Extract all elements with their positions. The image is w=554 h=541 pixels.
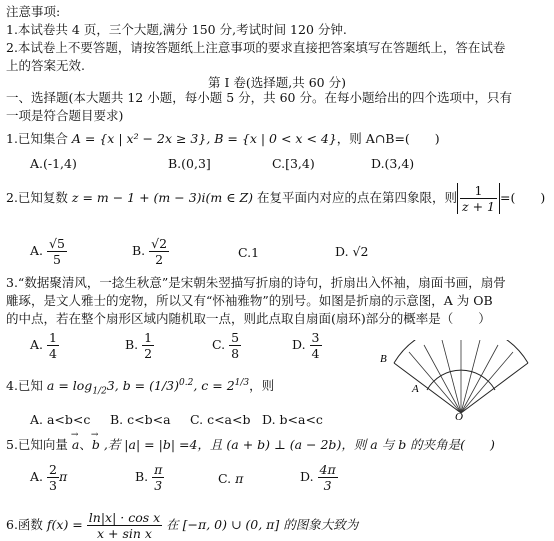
- q2-option-b-label: B.: [132, 243, 146, 258]
- q5-vec-a: → a: [72, 437, 79, 452]
- q2-prefix: 2.已知复数: [6, 190, 72, 205]
- q4-b-expr: , b = (1/3): [114, 378, 179, 394]
- q3-option-a-label: A.: [30, 337, 44, 352]
- q4-option-d: D. b<a<c: [262, 412, 323, 427]
- q4-c-exp: 1/3: [234, 378, 250, 388]
- q5-condition: ,若 |a| = |b| =4，且 (a + b) ⊥ (a − 2b)，则 a 与 b 的夹角是( ): [99, 437, 495, 452]
- q3-option-c: [212, 330, 241, 361]
- q5-option-a-suffix: π: [58, 469, 68, 484]
- q5-sep: 、: [79, 437, 92, 452]
- q5-option-c: [218, 471, 243, 486]
- q2-option-b-den: 2: [155, 252, 164, 267]
- q3-option-c-num: 5: [231, 330, 240, 345]
- q5-option-d-frac: [318, 462, 338, 493]
- notice-item-1: 1.本试卷共 4 页，三个大题,满分 150 分,考试时间 120 分钟.: [6, 22, 347, 37]
- q2-option-a: [30, 236, 67, 267]
- q4-a-expr: a = log: [46, 378, 93, 394]
- q4-option-c: C. c<a<b: [190, 412, 251, 427]
- q3-option-d-label: D.: [292, 337, 306, 352]
- q6-frac-den: x + sin x: [97, 526, 152, 541]
- q5-option-d-den: 3: [323, 478, 332, 493]
- q5-stem: [6, 437, 495, 452]
- q3-option-b-frac: [142, 330, 154, 361]
- fan-edge-ob: [394, 363, 461, 413]
- q3-option-a-den: 4: [49, 346, 57, 361]
- q3-option-d-frac: [310, 330, 322, 361]
- q2-option-d-label: D.: [335, 244, 349, 259]
- q5-option-b-num: π: [154, 462, 163, 477]
- q5-prefix: 5.已知向量: [6, 437, 72, 452]
- q3-option-b-num: 1: [144, 330, 153, 345]
- q4-prefix: 4.已知: [6, 378, 47, 394]
- section-intro-line-2: 一项是符合题目要求): [6, 108, 124, 123]
- q2-option-a-num: √5: [49, 236, 65, 251]
- q2-suffix: =( ): [499, 190, 546, 205]
- fan-rib: [424, 345, 461, 413]
- q5-option-d-label: D.: [300, 469, 314, 484]
- q5-option-c-label: C.: [218, 471, 232, 486]
- q1-set-b: , B = {x | 0 < x < 4}: [206, 131, 337, 146]
- q3-option-d-num: 3: [311, 330, 320, 345]
- q3-option-d: [292, 330, 322, 361]
- notice-heading: 注意事项:: [6, 4, 61, 19]
- q3-line-2: 雕琢，是文人雅士的宠物，所以又有“怀袖雅物”的别号。如图是折扇的示意图，A 为 OB: [6, 293, 493, 308]
- q4-b-exp: 0.2: [179, 378, 194, 388]
- q5-option-a-den: 3: [49, 478, 57, 493]
- q5-option-a-num: 2: [49, 462, 57, 477]
- q2-option-a-den: 5: [52, 252, 61, 267]
- q6-frac: [87, 510, 162, 541]
- q4-c-expr: , c = 2: [193, 378, 235, 394]
- q5-option-d: [300, 462, 338, 493]
- q5-option-d-num: 4π: [319, 462, 336, 477]
- q1-stem: [6, 131, 440, 146]
- q3-line-3: 的中点，若在整个扇形区域内随机取一点，则此点取自扇面(扇环)部分的概率是（ ）: [6, 311, 491, 326]
- q5-option-b: [135, 462, 164, 493]
- q5-option-b-den: 3: [154, 478, 163, 493]
- q1-option-c: C.[3,4): [272, 156, 315, 171]
- q1-option-d: D.(3,4): [371, 156, 415, 171]
- q3-option-a-num: 1: [49, 330, 57, 345]
- fan-label-o: O: [455, 411, 463, 420]
- q3-option-c-label: C.: [212, 337, 226, 352]
- q2-frac: [460, 183, 497, 214]
- q3-option-a-frac: [47, 330, 59, 361]
- fan-label-a: A: [412, 383, 419, 395]
- q3-option-b: [125, 330, 154, 361]
- q5-vec-b: → b: [92, 437, 100, 452]
- q3-option-c-den: 8: [231, 346, 240, 361]
- q3-line-1: 3.“数据聚清风，一捻生秋意”是宋朝朱翌描写折扇的诗句，折扇出入怀袖，扇面书画，扇骨: [6, 275, 506, 290]
- fan-rib: [461, 345, 498, 413]
- q4-a-base: 1/2: [92, 386, 107, 397]
- q4-a-arg: 3: [106, 378, 115, 394]
- fan-ribs: [409, 340, 513, 413]
- q3-option-b-den: 2: [144, 346, 153, 361]
- q3-option-c-frac: [229, 330, 241, 361]
- q3-option-a: [30, 330, 59, 361]
- fan-figure: [376, 340, 546, 420]
- q1-option-b: B.(0,3]: [168, 156, 211, 171]
- q6-stem: [6, 510, 358, 541]
- q5-option-b-frac: [152, 462, 164, 493]
- q4-stem: [6, 376, 274, 400]
- q1-prefix: 1.已知集合: [6, 131, 72, 146]
- q4-suffix: ，则: [249, 378, 275, 394]
- q2-option-b: [132, 236, 169, 267]
- q5-option-a-frac: [47, 462, 59, 493]
- q1-suffix: ，则 A∩B=( ): [336, 131, 440, 146]
- q2-option-b-num: √2: [151, 236, 168, 251]
- q6-prefix: 6.函数: [6, 517, 47, 532]
- fan-label-b: B: [380, 353, 387, 365]
- q3-option-b-label: B.: [125, 337, 139, 352]
- q4-option-a: A. a<b<c: [30, 412, 91, 427]
- q2-option-a-label: A.: [30, 243, 44, 258]
- q5-option-c-value: π: [235, 471, 244, 486]
- fan-edge-right: [461, 363, 528, 413]
- q2-abs: [457, 183, 500, 214]
- q2-frac-num: 1: [460, 183, 497, 199]
- q6-suffix: 在 [−π, 0) ∪ (0, π] 的图象大致为: [162, 517, 359, 532]
- q2-frac-den: z + 1: [462, 199, 495, 214]
- q1-option-a: A.(-1,4): [30, 156, 77, 171]
- q5-option-b-label: B.: [135, 469, 149, 484]
- q6-frac-num: ln|x| · cos x: [88, 510, 161, 525]
- q2-option-d: [335, 244, 368, 259]
- notice-item-2-line-2: 上的答案无效.: [6, 58, 85, 73]
- q2-option-c: C.1: [238, 245, 260, 260]
- q3-option-d-den: 4: [311, 346, 320, 361]
- q6-f-label: f(x) =: [46, 517, 83, 532]
- q2-option-b-frac: [149, 236, 169, 267]
- section-title: 第 I 卷(选择题,共 60 分): [208, 75, 346, 90]
- q2-mid: 在复平面内对应的点在第四象限，则: [253, 190, 458, 205]
- q2-option-d-value: √2: [352, 244, 369, 259]
- q5-option-a-label: A.: [30, 469, 44, 484]
- section-intro-line-1: 一、选择题(本大题共 12 小题，每小题 5 分，共 60 分。在每小题给出的四个选项中，只有: [6, 90, 512, 105]
- q2-stem: [6, 183, 545, 214]
- q5-option-a: [30, 462, 67, 493]
- notice-item-2-line-1: 2.本试卷上不要答题，请按答题纸上注意事项的要求直接把答案填写在答题纸上，答在试卷: [6, 40, 506, 55]
- q2-expr: z = m − 1 + (m − 3)i(m ∈ Z): [71, 190, 254, 205]
- q1-set-a: A = {x | x² − 2x ≥ 3}: [71, 131, 207, 146]
- q2-option-a-frac: [47, 236, 67, 267]
- q4-option-b: B. c<b<a: [110, 412, 171, 427]
